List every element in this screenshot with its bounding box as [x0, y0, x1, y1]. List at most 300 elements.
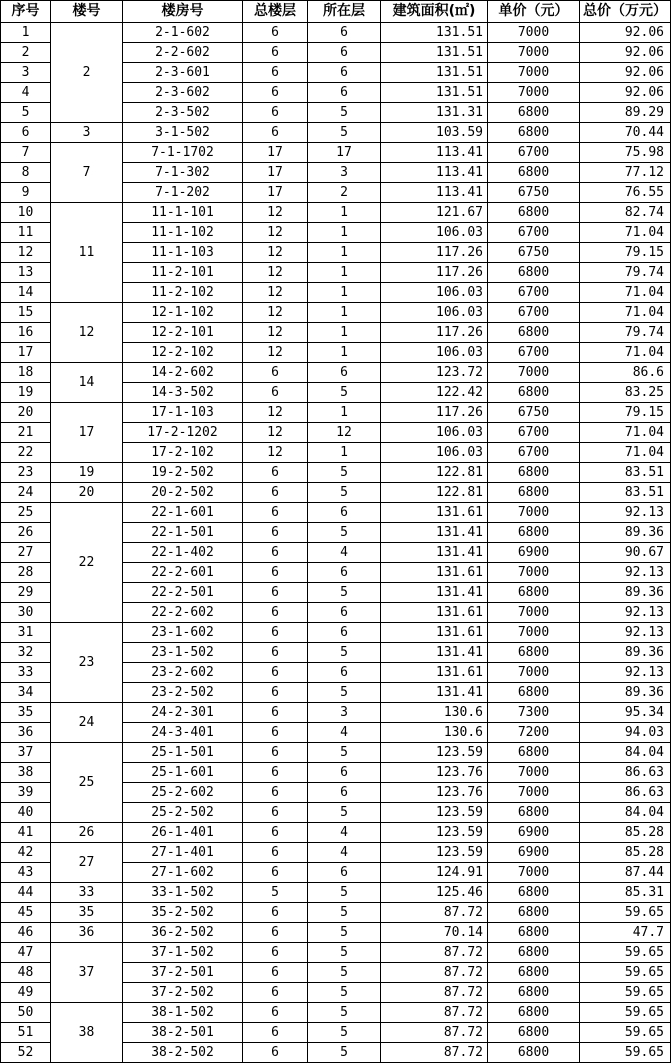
table-row: [1, 923, 671, 943]
row-area-cell: 131.41: [381, 543, 488, 563]
row-total-floors-cell: 6: [243, 43, 308, 63]
row-seq-cell: 14: [1, 283, 51, 303]
row-area-cell: 122.81: [381, 483, 488, 503]
header-total-price: 总价（万元）: [580, 1, 671, 23]
row-area-cell: 87.72: [381, 1003, 488, 1023]
row-seq-cell: 52: [1, 1043, 51, 1063]
row-floor-cell: 5: [308, 583, 381, 603]
row-unit-price-cell: 6700: [488, 423, 580, 443]
row-room-cell: 38-2-501: [123, 1023, 243, 1043]
row-seq-cell: 37: [1, 743, 51, 763]
row-floor-cell: 6: [308, 623, 381, 643]
row-floor-cell: 6: [308, 363, 381, 383]
row-building-cell: 2: [51, 23, 123, 123]
row-floor-cell: 5: [308, 523, 381, 543]
row-seq-cell: 28: [1, 563, 51, 583]
row-unit-price-cell: 7000: [488, 503, 580, 523]
row-total-price-cell: 86.63: [580, 783, 671, 803]
row-building-cell: 25: [51, 743, 123, 823]
row-building-cell: 24: [51, 703, 123, 743]
row-unit-price-cell: 7000: [488, 603, 580, 623]
row-total-floors-cell: 17: [243, 183, 308, 203]
row-room-cell: 23-2-602: [123, 663, 243, 683]
row-area-cell: 87.72: [381, 1043, 488, 1063]
row-room-cell: 22-1-501: [123, 523, 243, 543]
row-room-cell: 11-1-101: [123, 203, 243, 223]
row-room-cell: 7-1-202: [123, 183, 243, 203]
row-total-price-cell: 83.25: [580, 383, 671, 403]
row-total-floors-cell: 6: [243, 503, 308, 523]
row-floor-cell: 1: [308, 283, 381, 303]
row-floor-cell: 6: [308, 783, 381, 803]
row-room-cell: 22-2-601: [123, 563, 243, 583]
row-floor-cell: 1: [308, 203, 381, 223]
row-area-cell: 123.59: [381, 743, 488, 763]
row-total-price-cell: 71.04: [580, 343, 671, 363]
row-area-cell: 130.6: [381, 723, 488, 743]
row-unit-price-cell: 7000: [488, 23, 580, 43]
row-total-floors-cell: 12: [243, 283, 308, 303]
row-floor-cell: 1: [308, 223, 381, 243]
row-room-cell: 11-2-101: [123, 263, 243, 283]
row-total-floors-cell: 6: [243, 583, 308, 603]
header-total-floors: 总楼层: [243, 1, 308, 23]
row-area-cell: 87.72: [381, 983, 488, 1003]
row-room-cell: 22-2-501: [123, 583, 243, 603]
row-area-cell: 131.31: [381, 103, 488, 123]
row-total-price-cell: 83.51: [580, 483, 671, 503]
row-seq-cell: 30: [1, 603, 51, 623]
row-room-cell: 11-1-102: [123, 223, 243, 243]
row-floor-cell: 6: [308, 63, 381, 83]
row-building-cell: 38: [51, 1003, 123, 1063]
row-unit-price-cell: 6800: [488, 1043, 580, 1063]
table-row: [1, 703, 671, 723]
row-seq-cell: 36: [1, 723, 51, 743]
row-total-price-cell: 75.98: [580, 143, 671, 163]
row-area-cell: 106.03: [381, 343, 488, 363]
row-area-cell: 131.61: [381, 663, 488, 683]
row-seq-cell: 45: [1, 903, 51, 923]
row-room-cell: 27-1-401: [123, 843, 243, 863]
row-floor-cell: 5: [308, 483, 381, 503]
row-floor-cell: 4: [308, 823, 381, 843]
row-area-cell: 131.41: [381, 523, 488, 543]
row-room-cell: 7-1-302: [123, 163, 243, 183]
row-room-cell: 22-1-601: [123, 503, 243, 523]
row-total-price-cell: 92.06: [580, 23, 671, 43]
row-seq-cell: 18: [1, 363, 51, 383]
row-building-cell: 26: [51, 823, 123, 843]
row-total-price-cell: 92.13: [580, 663, 671, 683]
row-floor-cell: 5: [308, 923, 381, 943]
row-floor-cell: 1: [308, 443, 381, 463]
row-seq-cell: 17: [1, 343, 51, 363]
row-floor-cell: 6: [308, 83, 381, 103]
row-building-cell: 33: [51, 883, 123, 903]
row-total-price-cell: 92.06: [580, 83, 671, 103]
row-total-floors-cell: 12: [243, 323, 308, 343]
row-seq-cell: 20: [1, 403, 51, 423]
row-building-cell: 36: [51, 923, 123, 943]
table-row: [1, 883, 671, 903]
row-seq-cell: 1: [1, 23, 51, 43]
row-seq-cell: 23: [1, 463, 51, 483]
row-area-cell: 123.76: [381, 783, 488, 803]
row-building-cell: 22: [51, 503, 123, 623]
row-unit-price-cell: 6900: [488, 543, 580, 563]
row-total-floors-cell: 17: [243, 163, 308, 183]
row-room-cell: 12-1-102: [123, 303, 243, 323]
row-total-floors-cell: 5: [243, 883, 308, 903]
row-total-floors-cell: 6: [243, 643, 308, 663]
row-floor-cell: 4: [308, 843, 381, 863]
row-total-price-cell: 79.74: [580, 323, 671, 343]
header-unit-price: 单价（元）: [488, 1, 580, 23]
row-room-cell: 24-2-301: [123, 703, 243, 723]
row-seq-cell: 4: [1, 83, 51, 103]
row-floor-cell: 4: [308, 723, 381, 743]
row-building-cell: 11: [51, 203, 123, 303]
row-unit-price-cell: 6750: [488, 243, 580, 263]
row-total-floors-cell: 6: [243, 483, 308, 503]
row-area-cell: 123.72: [381, 363, 488, 383]
row-seq-cell: 9: [1, 183, 51, 203]
row-seq-cell: 46: [1, 923, 51, 943]
row-total-floors-cell: 12: [243, 343, 308, 363]
row-floor-cell: 5: [308, 643, 381, 663]
row-total-floors-cell: 6: [243, 543, 308, 563]
row-floor-cell: 5: [308, 883, 381, 903]
row-total-floors-cell: 6: [243, 863, 308, 883]
row-floor-cell: 17: [308, 143, 381, 163]
row-area-cell: 123.59: [381, 823, 488, 843]
row-floor-cell: 6: [308, 503, 381, 523]
row-unit-price-cell: 6700: [488, 223, 580, 243]
row-seq-cell: 51: [1, 1023, 51, 1043]
row-total-price-cell: 87.44: [580, 863, 671, 883]
row-total-floors-cell: 12: [243, 423, 308, 443]
row-area-cell: 113.41: [381, 183, 488, 203]
row-total-floors-cell: 6: [243, 383, 308, 403]
row-total-price-cell: 89.36: [580, 683, 671, 703]
row-building-cell: 12: [51, 303, 123, 363]
row-seq-cell: 10: [1, 203, 51, 223]
row-building-cell: 23: [51, 623, 123, 703]
row-total-floors-cell: 6: [243, 663, 308, 683]
row-seq-cell: 6: [1, 123, 51, 143]
row-room-cell: 2-3-502: [123, 103, 243, 123]
row-total-floors-cell: 12: [243, 203, 308, 223]
table-row: [1, 23, 671, 43]
row-unit-price-cell: 6800: [488, 583, 580, 603]
row-room-cell: 17-1-103: [123, 403, 243, 423]
row-total-price-cell: 59.65: [580, 1023, 671, 1043]
row-building-cell: 35: [51, 903, 123, 923]
row-building-cell: 37: [51, 943, 123, 1003]
row-area-cell: 123.59: [381, 803, 488, 823]
row-unit-price-cell: 6700: [488, 143, 580, 163]
row-unit-price-cell: 7000: [488, 363, 580, 383]
row-unit-price-cell: 7000: [488, 663, 580, 683]
row-total-price-cell: 95.34: [580, 703, 671, 723]
row-room-cell: 36-2-502: [123, 923, 243, 943]
table-row: [1, 943, 671, 963]
row-seq-cell: 22: [1, 443, 51, 463]
table-body: [1, 23, 671, 1063]
row-area-cell: 106.03: [381, 283, 488, 303]
row-total-price-cell: 86.6: [580, 363, 671, 383]
row-unit-price-cell: 7000: [488, 623, 580, 643]
row-floor-cell: 6: [308, 863, 381, 883]
row-seq-cell: 31: [1, 623, 51, 643]
row-area-cell: 131.51: [381, 83, 488, 103]
row-floor-cell: 1: [308, 403, 381, 423]
row-total-price-cell: 71.04: [580, 423, 671, 443]
row-unit-price-cell: 6800: [488, 103, 580, 123]
row-room-cell: 14-3-502: [123, 383, 243, 403]
row-area-cell: 131.41: [381, 683, 488, 703]
row-total-floors-cell: 6: [243, 463, 308, 483]
row-seq-cell: 47: [1, 943, 51, 963]
row-seq-cell: 33: [1, 663, 51, 683]
table-row: [1, 143, 671, 163]
row-total-floors-cell: 6: [243, 1003, 308, 1023]
row-room-cell: 26-1-401: [123, 823, 243, 843]
row-area-cell: 131.41: [381, 583, 488, 603]
row-total-floors-cell: 12: [243, 443, 308, 463]
row-total-floors-cell: 6: [243, 103, 308, 123]
row-seq-cell: 12: [1, 243, 51, 263]
table-row: [1, 483, 671, 503]
row-area-cell: 131.61: [381, 623, 488, 643]
row-total-price-cell: 71.04: [580, 443, 671, 463]
row-seq-cell: 15: [1, 303, 51, 323]
row-total-floors-cell: 6: [243, 963, 308, 983]
row-unit-price-cell: 6900: [488, 823, 580, 843]
row-area-cell: 131.41: [381, 643, 488, 663]
table-row: [1, 1003, 671, 1023]
row-seq-cell: 32: [1, 643, 51, 663]
header-building: 楼号: [51, 1, 123, 23]
row-seq-cell: 25: [1, 503, 51, 523]
row-total-floors-cell: 6: [243, 83, 308, 103]
row-unit-price-cell: 6800: [488, 263, 580, 283]
row-total-floors-cell: 12: [243, 263, 308, 283]
row-room-cell: 37-2-502: [123, 983, 243, 1003]
row-total-price-cell: 59.65: [580, 1043, 671, 1063]
row-total-price-cell: 85.31: [580, 883, 671, 903]
row-total-floors-cell: 6: [243, 983, 308, 1003]
row-floor-cell: 5: [308, 943, 381, 963]
row-seq-cell: 34: [1, 683, 51, 703]
row-total-price-cell: 85.28: [580, 823, 671, 843]
row-area-cell: 131.51: [381, 63, 488, 83]
row-unit-price-cell: 6700: [488, 283, 580, 303]
row-total-floors-cell: 6: [243, 683, 308, 703]
row-total-price-cell: 71.04: [580, 223, 671, 243]
row-floor-cell: 1: [308, 263, 381, 283]
row-total-floors-cell: 6: [243, 783, 308, 803]
row-area-cell: 87.72: [381, 903, 488, 923]
row-seq-cell: 50: [1, 1003, 51, 1023]
row-floor-cell: 2: [308, 183, 381, 203]
row-area-cell: 117.26: [381, 403, 488, 423]
row-area-cell: 121.67: [381, 203, 488, 223]
row-building-cell: 3: [51, 123, 123, 143]
row-unit-price-cell: 7000: [488, 863, 580, 883]
row-total-floors-cell: 6: [243, 943, 308, 963]
row-total-floors-cell: 12: [243, 223, 308, 243]
row-total-floors-cell: 6: [243, 363, 308, 383]
row-seq-cell: 11: [1, 223, 51, 243]
row-building-cell: 17: [51, 403, 123, 463]
row-unit-price-cell: 6800: [488, 323, 580, 343]
row-seq-cell: 27: [1, 543, 51, 563]
row-seq-cell: 26: [1, 523, 51, 543]
header-floor: 所在层: [308, 1, 381, 23]
table-row: [1, 403, 671, 423]
table-row: [1, 303, 671, 323]
row-total-floors-cell: 6: [243, 563, 308, 583]
row-unit-price-cell: 6800: [488, 383, 580, 403]
row-area-cell: 87.72: [381, 1023, 488, 1043]
row-building-cell: 19: [51, 463, 123, 483]
row-room-cell: 38-2-502: [123, 1043, 243, 1063]
row-total-price-cell: 59.65: [580, 943, 671, 963]
row-seq-cell: 24: [1, 483, 51, 503]
row-room-cell: 17-2-1202: [123, 423, 243, 443]
row-seq-cell: 42: [1, 843, 51, 863]
row-total-floors-cell: 6: [243, 843, 308, 863]
row-total-price-cell: 82.74: [580, 203, 671, 223]
row-total-price-cell: 89.36: [580, 643, 671, 663]
row-unit-price-cell: 6750: [488, 403, 580, 423]
row-seq-cell: 43: [1, 863, 51, 883]
row-total-floors-cell: 6: [243, 723, 308, 743]
row-building-cell: 27: [51, 843, 123, 883]
row-seq-cell: 2: [1, 43, 51, 63]
row-floor-cell: 5: [308, 1023, 381, 1043]
row-floor-cell: 6: [308, 603, 381, 623]
row-floor-cell: 5: [308, 963, 381, 983]
row-seq-cell: 38: [1, 763, 51, 783]
row-area-cell: 87.72: [381, 943, 488, 963]
row-room-cell: 2-3-601: [123, 63, 243, 83]
row-seq-cell: 21: [1, 423, 51, 443]
row-floor-cell: 5: [308, 803, 381, 823]
row-unit-price-cell: 7000: [488, 563, 580, 583]
row-area-cell: 106.03: [381, 303, 488, 323]
row-unit-price-cell: 6800: [488, 643, 580, 663]
row-floor-cell: 6: [308, 43, 381, 63]
row-room-cell: 25-1-601: [123, 763, 243, 783]
row-room-cell: 11-2-102: [123, 283, 243, 303]
row-unit-price-cell: 6900: [488, 843, 580, 863]
row-seq-cell: 48: [1, 963, 51, 983]
row-room-cell: 23-1-502: [123, 643, 243, 663]
row-total-price-cell: 92.06: [580, 43, 671, 63]
row-room-cell: 11-1-103: [123, 243, 243, 263]
row-total-floors-cell: 6: [243, 123, 308, 143]
row-seq-cell: 13: [1, 263, 51, 283]
table-row: [1, 123, 671, 143]
row-unit-price-cell: 6800: [488, 203, 580, 223]
row-total-price-cell: 89.29: [580, 103, 671, 123]
row-room-cell: 35-2-502: [123, 903, 243, 923]
row-total-price-cell: 84.04: [580, 803, 671, 823]
row-unit-price-cell: 7200: [488, 723, 580, 743]
row-unit-price-cell: 6800: [488, 1003, 580, 1023]
row-seq-cell: 19: [1, 383, 51, 403]
table-row: [1, 503, 671, 523]
row-floor-cell: 6: [308, 563, 381, 583]
row-area-cell: 131.51: [381, 23, 488, 43]
row-total-floors-cell: 6: [243, 703, 308, 723]
row-unit-price-cell: 6700: [488, 303, 580, 323]
row-room-cell: 37-1-502: [123, 943, 243, 963]
row-total-floors-cell: 6: [243, 923, 308, 943]
row-total-price-cell: 92.13: [580, 503, 671, 523]
row-room-cell: 25-1-501: [123, 743, 243, 763]
row-seq-cell: 40: [1, 803, 51, 823]
row-total-price-cell: 83.51: [580, 463, 671, 483]
row-total-price-cell: 70.44: [580, 123, 671, 143]
row-total-price-cell: 85.28: [580, 843, 671, 863]
row-total-price-cell: 79.74: [580, 263, 671, 283]
row-total-floors-cell: 6: [243, 763, 308, 783]
row-total-price-cell: 90.67: [580, 543, 671, 563]
row-unit-price-cell: 7000: [488, 63, 580, 83]
row-room-cell: 25-2-602: [123, 783, 243, 803]
row-floor-cell: 5: [308, 1003, 381, 1023]
row-total-price-cell: 59.65: [580, 903, 671, 923]
row-room-cell: 22-1-402: [123, 543, 243, 563]
row-room-cell: 2-3-602: [123, 83, 243, 103]
row-unit-price-cell: 7000: [488, 43, 580, 63]
row-total-price-cell: 89.36: [580, 583, 671, 603]
row-floor-cell: 6: [308, 663, 381, 683]
row-building-cell: 20: [51, 483, 123, 503]
row-unit-price-cell: 6800: [488, 463, 580, 483]
row-total-floors-cell: 12: [243, 303, 308, 323]
row-total-floors-cell: 6: [243, 623, 308, 643]
row-room-cell: 38-1-502: [123, 1003, 243, 1023]
row-floor-cell: 1: [308, 243, 381, 263]
row-total-price-cell: 71.04: [580, 303, 671, 323]
row-room-cell: 2-1-602: [123, 23, 243, 43]
row-room-cell: 19-2-502: [123, 463, 243, 483]
row-unit-price-cell: 6800: [488, 483, 580, 503]
row-unit-price-cell: 6750: [488, 183, 580, 203]
row-area-cell: 123.76: [381, 763, 488, 783]
row-total-price-cell: 89.36: [580, 523, 671, 543]
row-total-floors-cell: 12: [243, 243, 308, 263]
row-seq-cell: 29: [1, 583, 51, 603]
row-area-cell: 103.59: [381, 123, 488, 143]
row-total-floors-cell: 6: [243, 1023, 308, 1043]
row-area-cell: 131.61: [381, 603, 488, 623]
row-total-price-cell: 59.65: [580, 983, 671, 1003]
row-total-floors-cell: 6: [243, 523, 308, 543]
row-area-cell: 70.14: [381, 923, 488, 943]
row-seq-cell: 35: [1, 703, 51, 723]
row-seq-cell: 5: [1, 103, 51, 123]
row-seq-cell: 49: [1, 983, 51, 1003]
row-room-cell: 23-1-602: [123, 623, 243, 643]
row-floor-cell: 5: [308, 123, 381, 143]
row-floor-cell: 5: [308, 463, 381, 483]
